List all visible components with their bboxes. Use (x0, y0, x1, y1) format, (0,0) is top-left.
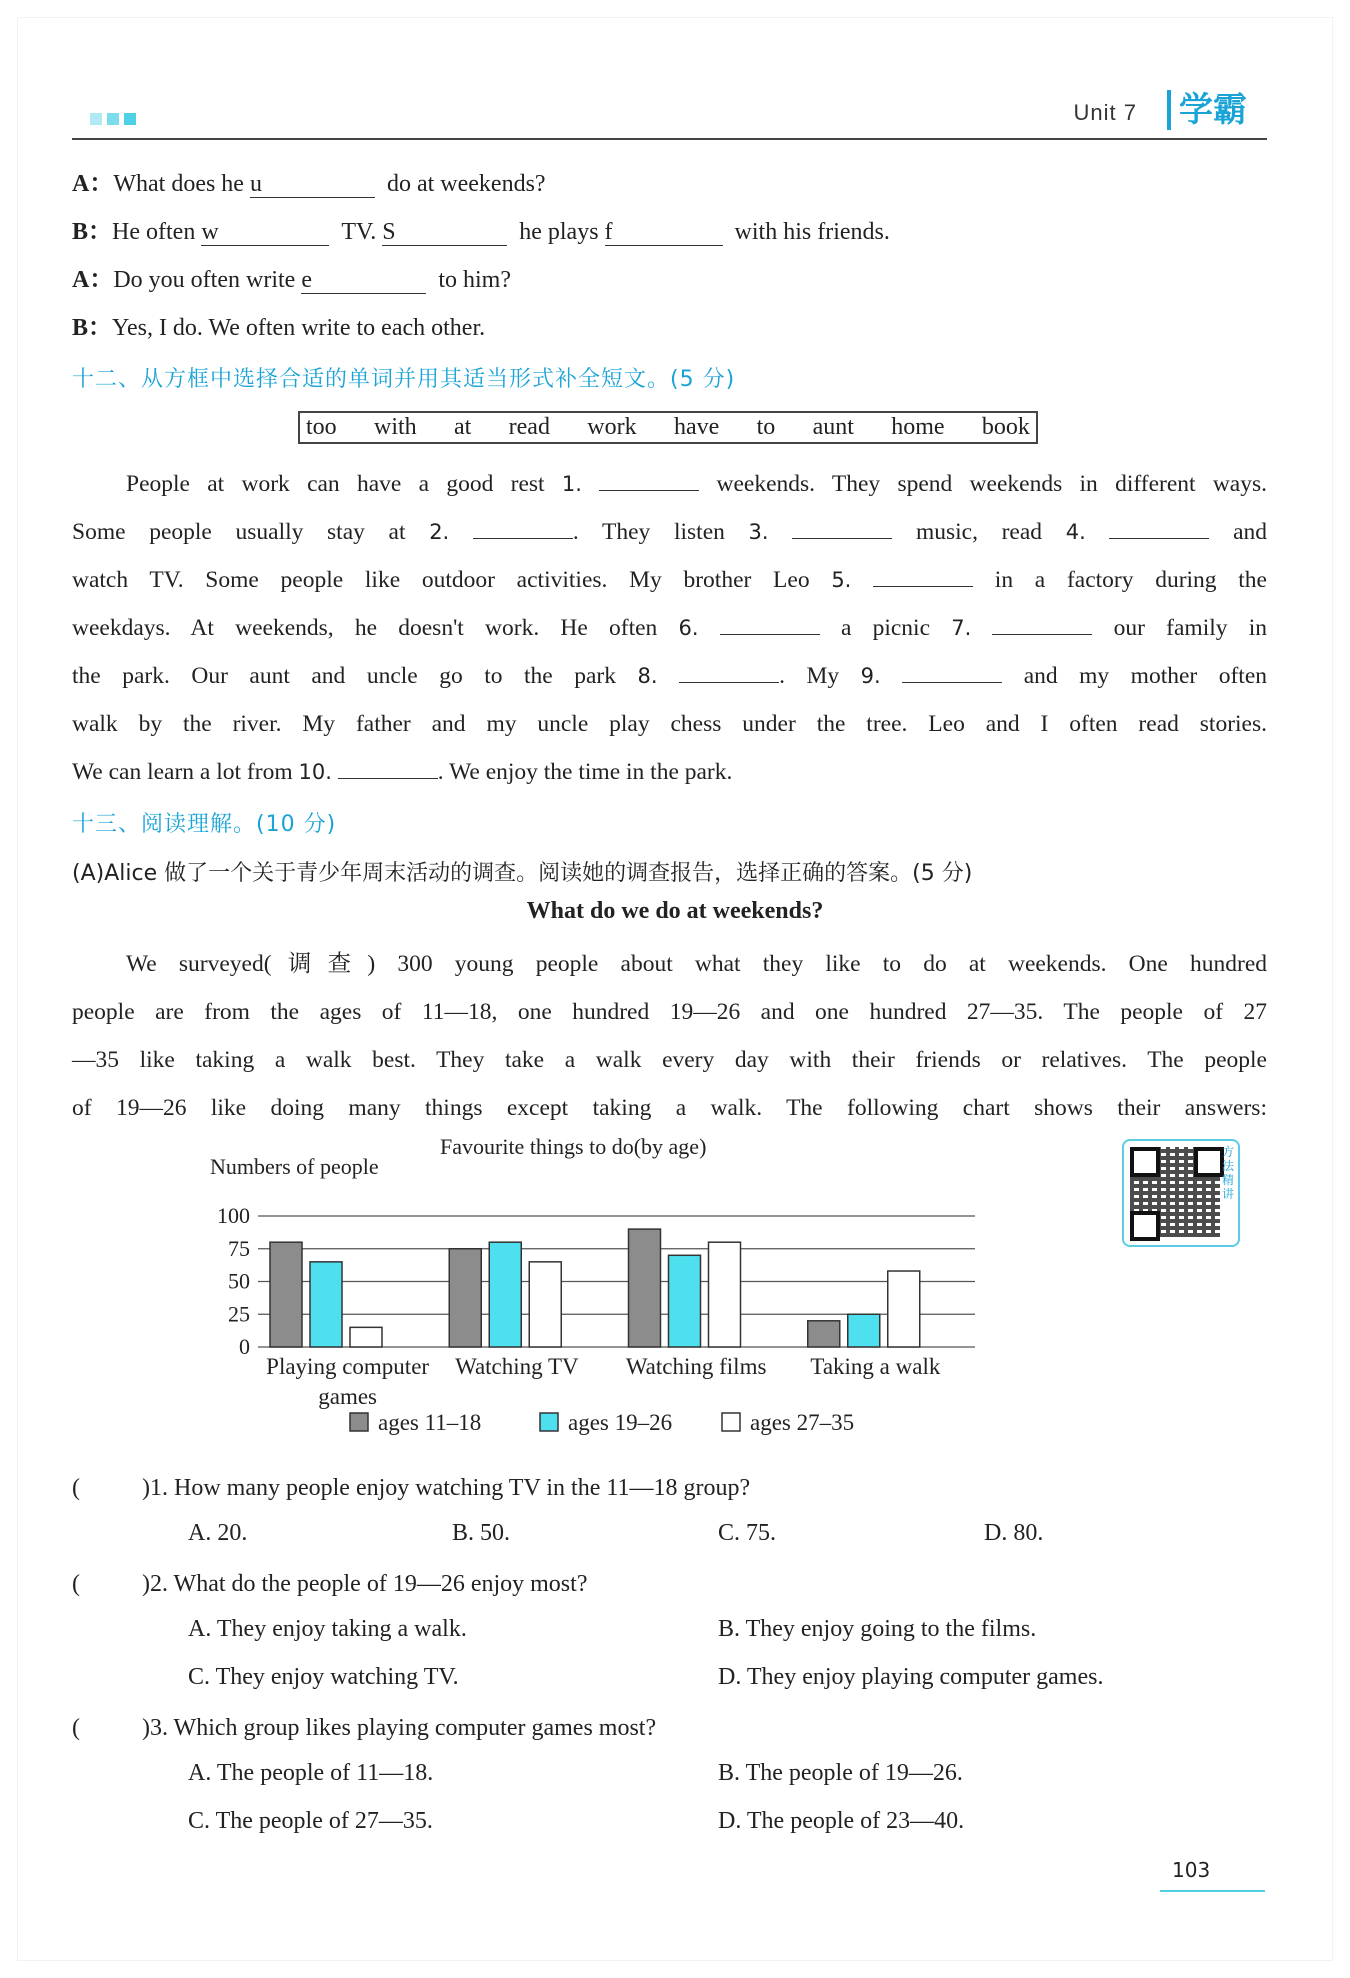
legend-swatch (540, 1413, 558, 1431)
bar (709, 1242, 741, 1347)
y-tick-label: 50 (228, 1268, 250, 1294)
option[interactable]: A. 20. (188, 1520, 248, 1546)
bar (270, 1242, 302, 1347)
article-body: We surveyed(调查) 300 young people about what they like to do at weekends. One hundred people are from the ages of 11—18, one hundred 19—26 and one hundred 27—35. The people of 27 —35 like taking a walk best. They take a walk every day with their friends or relatives. The people of 19—26 like doing many things except taking a walk. The following chart shows their answers: (72, 951, 1267, 1121)
word: aunt (812, 414, 854, 440)
x-tick-label: Taking a walk (810, 1354, 941, 1379)
chart-ylabel: Numbers of people (210, 1154, 379, 1179)
x-tick-label: Watching films (625, 1354, 767, 1379)
word: at (454, 414, 472, 440)
qr-code (1122, 1139, 1240, 1247)
option[interactable]: D. The people of 23—40. (718, 1808, 965, 1834)
blank[interactable] (338, 778, 438, 779)
bar (808, 1321, 840, 1347)
y-tick-label: 75 (228, 1235, 250, 1261)
word: work (587, 414, 637, 440)
blank[interactable] (992, 634, 1092, 635)
bar (669, 1255, 701, 1347)
section-12-title: 十二、从方框中选择合适的单词并用其适当形式补全短文。(5 分) (72, 367, 736, 392)
bar (489, 1242, 521, 1347)
y-tick-label: 100 (217, 1203, 250, 1228)
bar (310, 1262, 342, 1347)
cloze-passage: People at work can have a good rest 1. weekends. They spend weekends in different ways. Some people usually stay at 2. . They listen 3. music, read 4. and watch TV. Some people like outdoor activities. My brother Leo 5. in a factory during the weekdays. At weekends, he doesn't work. He often 6. a picnic 7. our family in the park. Our aunt and uncle go to the park 8. . My 9. and my mother often walk by the river. My father and my uncle play chess under the tree. Leo and I often read stories. We can learn a lot from 10. . We enjoy the time in the park. (72, 471, 1268, 785)
word-box (298, 411, 1038, 444)
brand-logo: 学霸 (1167, 90, 1247, 130)
dialogue-line-3: A：Do you often write e to him? (72, 267, 511, 293)
legend-label: ages 27–35 (750, 1410, 855, 1435)
option[interactable]: B. 50. (452, 1520, 511, 1546)
bar (888, 1271, 920, 1347)
page-number-rule (1160, 1890, 1265, 1892)
word: have (673, 414, 720, 440)
section-13-intro: (A)Alice 做了一个关于青少年周末活动的调查。阅读她的调查报告，选择正确的答案。(5 分) (72, 861, 973, 886)
bar (848, 1314, 880, 1347)
blank[interactable]: u (250, 171, 375, 198)
bar (629, 1229, 661, 1347)
bar (449, 1249, 481, 1347)
bar-chart (190, 1130, 990, 1460)
legend-swatch (722, 1413, 740, 1431)
question-1: ( )1. How many people enjoy watching TV in the 11—18 group? (72, 1475, 751, 1501)
legend-swatch (350, 1413, 368, 1431)
qr-side-text: 方法精讲 (1222, 1145, 1235, 1201)
unit-label: Unit 7 (1073, 100, 1137, 125)
article-title: What do we do at weekends? (526, 898, 824, 924)
option[interactable]: B. The people of 19—26. (718, 1760, 963, 1786)
legend-label: ages 19–26 (568, 1410, 673, 1435)
word: read (508, 414, 550, 440)
y-tick-label: 25 (228, 1301, 250, 1327)
blank[interactable] (1109, 538, 1209, 539)
header-dots (90, 112, 141, 130)
question-3: ( )3. Which group likes playing computer games most? (72, 1715, 657, 1741)
option[interactable]: A. The people of 11—18. (188, 1760, 434, 1786)
chart-title: Favourite things to do(by age) (440, 1134, 707, 1159)
section-13-title: 十三、阅读理解。(10 分) (72, 812, 337, 837)
blank[interactable]: w (201, 219, 329, 246)
word: with (374, 414, 417, 440)
x-tick-label: games (318, 1384, 378, 1409)
bar (350, 1327, 382, 1347)
dialogue-line-2: B：He often w TV. S he plays f with his friends. (72, 219, 890, 245)
option[interactable]: D. They enjoy playing computer games. (718, 1664, 1104, 1690)
blank[interactable] (720, 634, 820, 635)
page-header (72, 90, 1267, 136)
blank[interactable] (599, 490, 699, 491)
option[interactable]: D. 80. (984, 1520, 1044, 1546)
page-number: 103 (1172, 1858, 1211, 1882)
word: to (756, 414, 776, 440)
option[interactable]: C. The people of 27—35. (188, 1808, 433, 1834)
y-tick-label: 0 (239, 1334, 250, 1359)
bar (529, 1262, 561, 1347)
option[interactable]: C. 75. (718, 1520, 777, 1546)
blank[interactable] (902, 682, 1002, 683)
option[interactable]: C. They enjoy watching TV. (188, 1664, 459, 1690)
blank[interactable] (792, 538, 892, 539)
word: too (306, 414, 337, 440)
x-tick-label: Playing computer (266, 1354, 430, 1379)
blank[interactable]: f (605, 219, 723, 246)
blank[interactable]: e (301, 267, 426, 294)
question-2: ( )2. What do the people of 19—26 enjoy most? (72, 1571, 588, 1597)
option[interactable]: A. They enjoy taking a walk. (188, 1616, 467, 1642)
word: book (981, 414, 1030, 440)
blank[interactable]: S (382, 219, 507, 246)
dialogue-line-4: B：Yes, I do. We often write to each other. (72, 315, 486, 341)
option[interactable]: B. They enjoy going to the films. (718, 1616, 1037, 1642)
header-rule (72, 138, 1267, 140)
blank[interactable] (873, 586, 973, 587)
dialogue-line-1: A：What does he u do at weekends? (72, 171, 546, 197)
word: home (891, 414, 945, 440)
legend-label: ages 11–18 (378, 1410, 482, 1435)
blank[interactable] (679, 682, 779, 683)
x-tick-label: Watching TV (455, 1354, 579, 1379)
blank[interactable] (473, 538, 573, 539)
